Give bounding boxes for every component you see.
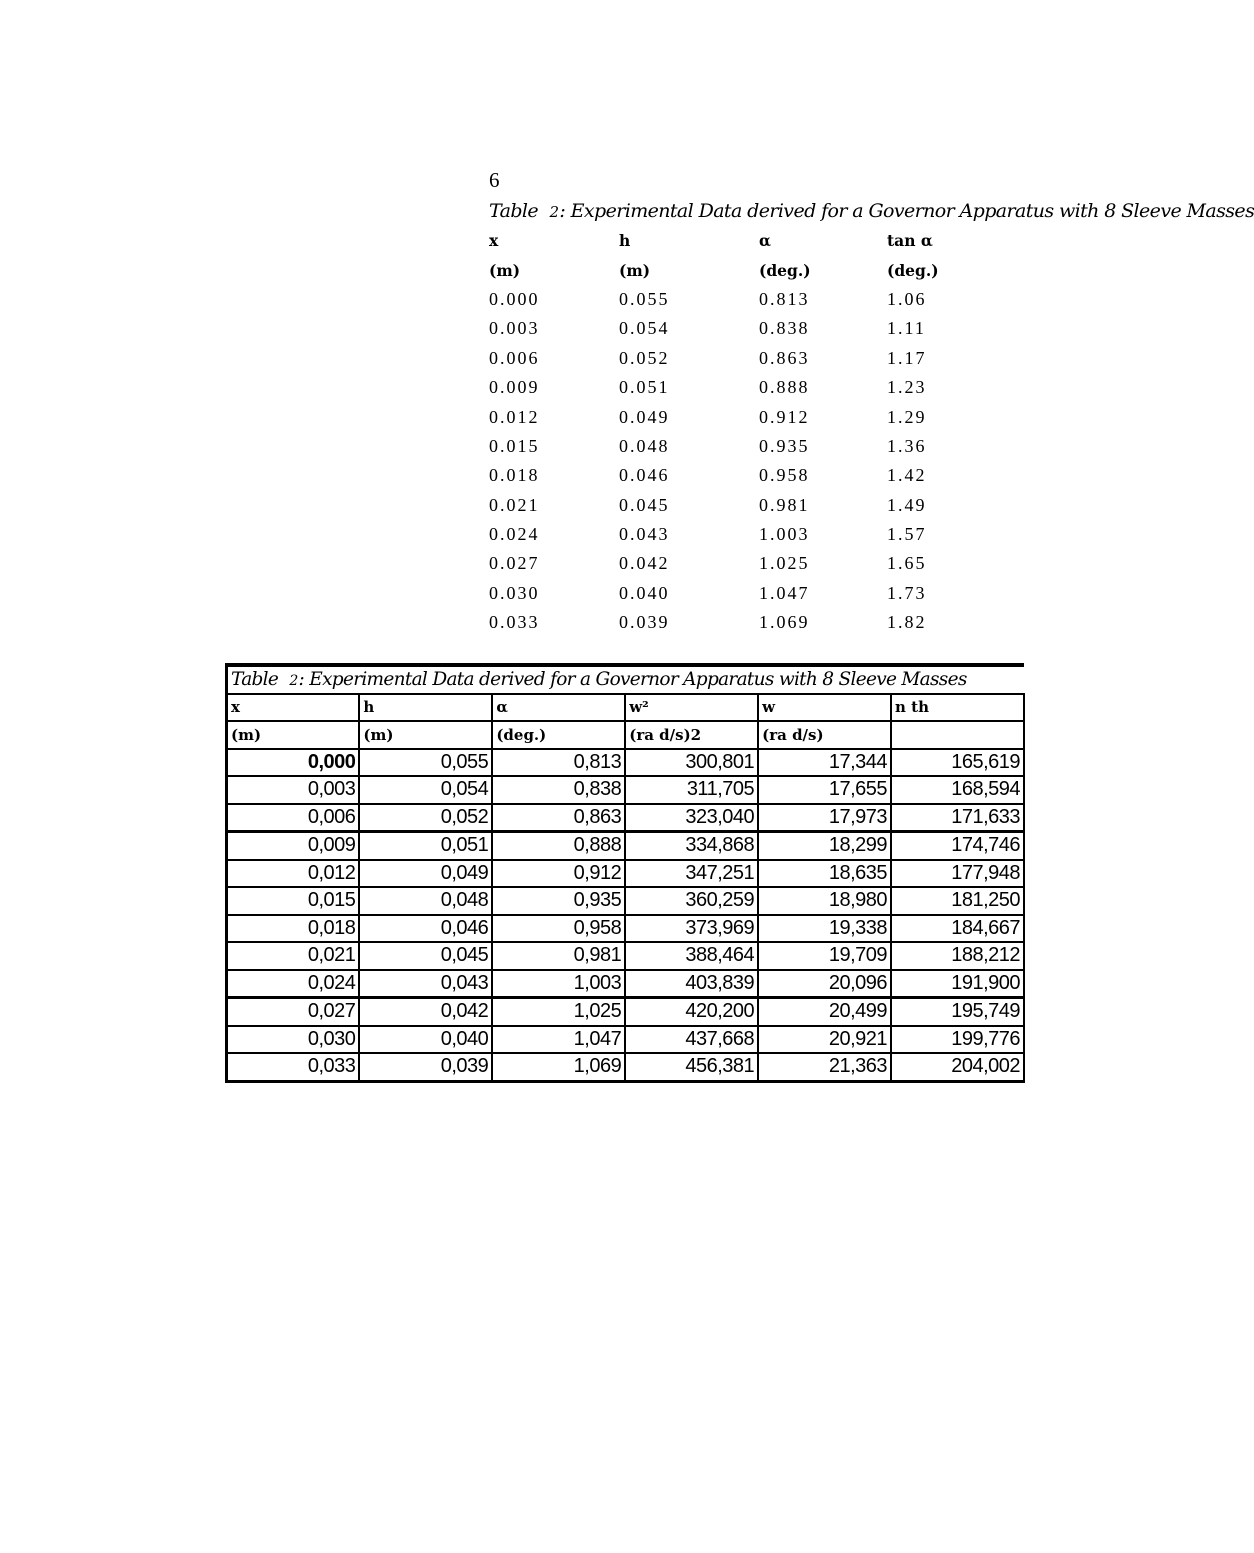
table1-cell: 0.003 [489, 318, 540, 339]
table2-cell: 0,863 [492, 804, 625, 832]
table2-units-row [227, 721, 1025, 749]
table1-row [489, 402, 1007, 431]
table1-cell: 0.049 [619, 406, 670, 427]
table2-cell: 300,801 [625, 749, 758, 777]
table2-header-cell: w² [625, 694, 758, 722]
table2-cell: 0,981 [492, 942, 625, 970]
table2-cell: 0,027 [227, 998, 360, 1026]
table1-cell: 1.069 [759, 612, 810, 633]
table2-cell: 311,705 [625, 776, 758, 804]
table1-cell: 0.043 [619, 524, 670, 545]
table1-caption [489, 197, 1254, 226]
table1-cell: 0.027 [489, 553, 540, 574]
table1-cell: 0.042 [619, 553, 670, 574]
table2-cell: 0,048 [359, 887, 492, 915]
table1-cell: 1.06 [887, 288, 927, 309]
table2-cell: 0,054 [359, 776, 492, 804]
table2-cell: 388,464 [625, 942, 758, 970]
table2-unit-cell: (m) [227, 721, 360, 749]
table1-cell: 1.65 [887, 553, 927, 574]
table1-cell: 0.015 [489, 435, 540, 456]
table2-header-cell: x [227, 694, 360, 722]
table1-row [489, 432, 1007, 461]
table1-cell: 0.009 [489, 377, 540, 398]
table2-caption-number: 2 [289, 673, 298, 690]
table1-cell: 0.958 [759, 465, 810, 486]
table1-cell: 0.051 [619, 377, 670, 398]
table2-row [227, 860, 1025, 888]
table1-cell: 0.888 [759, 377, 810, 398]
table1-unit-cell: (deg.) [759, 260, 811, 280]
table1-cell: 1.17 [887, 347, 927, 368]
table1-cell: 1.11 [887, 318, 926, 339]
table2-cell: 0,935 [492, 887, 625, 915]
table2-row [227, 942, 1025, 970]
table2-cell: 0,049 [359, 860, 492, 888]
table1-caption-number: 2 [549, 203, 559, 221]
table2-cell: 184,667 [891, 915, 1024, 943]
table2-cell: 0,888 [492, 832, 625, 860]
table1-cell: 0.813 [759, 288, 810, 309]
page-number: 6 [489, 168, 500, 192]
table2-body [227, 665, 1025, 1081]
table2-header-cell: n th [891, 694, 1024, 722]
table2-header-cell: h [359, 694, 492, 722]
table2-cell: 0,000 [227, 749, 360, 777]
table2-cell: 347,251 [625, 860, 758, 888]
table2-cell: 0,015 [227, 887, 360, 915]
table2-cell: 204,002 [891, 1053, 1024, 1081]
table1-cell: 0.006 [489, 347, 540, 368]
table2-cell: 21,363 [758, 1053, 891, 1081]
table2-cell: 19,338 [758, 915, 891, 943]
table2-cell: 19,709 [758, 942, 891, 970]
table1-row [489, 314, 1007, 343]
table2-cell: 171,633 [891, 804, 1024, 832]
table2-cell: 20,921 [758, 1026, 891, 1054]
table1-row [489, 608, 1007, 637]
table1-cell: 0.054 [619, 318, 670, 339]
table2-cell: 20,096 [758, 970, 891, 998]
table2-cell: 191,900 [891, 970, 1024, 998]
table2-unit-cell: (ra d/s)2 [625, 721, 758, 749]
table2-cell: 0,033 [227, 1053, 360, 1081]
table2-unit-cell: (m) [359, 721, 492, 749]
table2-cell: 0,042 [359, 998, 492, 1026]
table1-unit-cell: (deg.) [887, 260, 939, 280]
table2-cell: 0,958 [492, 915, 625, 943]
table2-container [225, 663, 1024, 1083]
table2-cell: 17,655 [758, 776, 891, 804]
table1-cell: 1.57 [887, 524, 927, 545]
table2-unit-cell [891, 721, 1024, 749]
table1-cell: 0.912 [759, 406, 810, 427]
table2-cell: 1,003 [492, 970, 625, 998]
table2-cell: 195,749 [891, 998, 1024, 1026]
table1-cell: 0.000 [489, 288, 540, 309]
table2-caption-prefix: Table [231, 669, 284, 691]
table2-cell: 18,299 [758, 832, 891, 860]
table1-cell: 0.021 [489, 494, 540, 515]
table1-cell: 1.29 [887, 406, 927, 427]
table2-cell: 456,381 [625, 1053, 758, 1081]
table2-cell: 0,024 [227, 970, 360, 998]
table1-row [489, 285, 1007, 314]
table1 [489, 226, 1007, 637]
table2-cell: 165,619 [891, 749, 1024, 777]
table2-cell: 360,259 [625, 887, 758, 915]
table1-header-cell: x [489, 231, 499, 251]
table2-cell: 0,009 [227, 832, 360, 860]
table1-header-cell: tan α [887, 231, 933, 251]
table1-caption-prefix: Table [489, 200, 544, 222]
table2-caption-text: : Experimental Data derived for a Governor Apparatus with 8 Sleeve Masses [298, 669, 967, 691]
table1-cell: 0.838 [759, 318, 810, 339]
table1-unit-cell: (m) [619, 260, 651, 280]
table1-cell: 0.981 [759, 494, 810, 515]
table2-cell: 0,039 [359, 1053, 492, 1081]
table1-cell: 1.36 [887, 435, 927, 456]
table2-cell: 0,052 [359, 804, 492, 832]
table1-cell: 1.025 [759, 553, 810, 574]
table1-header-cell: h [619, 231, 631, 251]
table1-cell: 0.018 [489, 465, 540, 486]
table1-cell: 0.863 [759, 347, 810, 368]
table2-cell: 0,838 [492, 776, 625, 804]
table2-header-cell: w [758, 694, 891, 722]
table2-cell: 373,969 [625, 915, 758, 943]
table2-row [227, 1026, 1025, 1054]
table2-cell: 1,069 [492, 1053, 625, 1081]
table1-cell: 0.039 [619, 612, 670, 633]
table2-cell: 0,051 [359, 832, 492, 860]
table2-cell: 0,012 [227, 860, 360, 888]
table2-cell: 181,250 [891, 887, 1024, 915]
table2-cell: 0,006 [227, 804, 360, 832]
table1-header-cell: α [759, 231, 771, 251]
table2-cell: 20,499 [758, 998, 891, 1026]
table2-cell: 0,043 [359, 970, 492, 998]
table1-cell: 1.23 [887, 377, 927, 398]
table2-cell: 188,212 [891, 942, 1024, 970]
table2-row [227, 915, 1025, 943]
table1-cell: 0.040 [619, 582, 670, 603]
table2-row [227, 970, 1025, 998]
table2-row [227, 1053, 1025, 1081]
table2-cell: 1,025 [492, 998, 625, 1026]
table2-cell: 334,868 [625, 832, 758, 860]
table1-cell: 0.055 [619, 288, 670, 309]
table1-body [489, 226, 1007, 637]
table2-cell: 0,021 [227, 942, 360, 970]
table1-cell: 1.42 [887, 465, 927, 486]
table1-row [489, 579, 1007, 608]
table2-unit-cell: (deg.) [492, 721, 625, 749]
table1-header-row [489, 226, 1007, 255]
table2-row [227, 749, 1025, 777]
table2-caption-row [227, 665, 1025, 694]
table2-cell: 0,040 [359, 1026, 492, 1054]
table1-cell: 0.012 [489, 406, 540, 427]
table2-header-row [227, 694, 1025, 722]
table2-cell: 403,839 [625, 970, 758, 998]
table1-row [489, 549, 1007, 578]
table2-cell: 0,813 [492, 749, 625, 777]
table2-header-cell: α [492, 694, 625, 722]
table2-row [227, 998, 1025, 1026]
table2-cell: 18,980 [758, 887, 891, 915]
table2-caption [227, 665, 1025, 694]
table1-cell: 1.003 [759, 524, 810, 545]
table2-cell: 177,948 [891, 860, 1024, 888]
table1-cell: 0.052 [619, 347, 670, 368]
table1-cell: 1.82 [887, 612, 927, 633]
table2-cell: 168,594 [891, 776, 1024, 804]
table2-cell: 0,055 [359, 749, 492, 777]
table1-caption-text: : Experimental Data derived for a Governor Apparatus with 8 Sleeve Masses [559, 200, 1254, 222]
table2-cell: 0,045 [359, 942, 492, 970]
table2-cell: 18,635 [758, 860, 891, 888]
table2-row [227, 776, 1025, 804]
table1-row [489, 491, 1007, 520]
table1-cell: 1.047 [759, 582, 810, 603]
table2-cell: 1,047 [492, 1026, 625, 1054]
table2-cell: 0,018 [227, 915, 360, 943]
table2-cell: 199,776 [891, 1026, 1024, 1054]
table1-row [489, 461, 1007, 490]
table2-cell: 0,030 [227, 1026, 360, 1054]
table2-cell: 437,668 [625, 1026, 758, 1054]
table2-cell: 0,912 [492, 860, 625, 888]
table1-row [489, 373, 1007, 402]
table2-row [227, 887, 1025, 915]
table1-unit-cell: (m) [489, 260, 521, 280]
table2-row [227, 832, 1025, 860]
table2 [225, 663, 1025, 1083]
table2-unit-cell: (ra d/s) [758, 721, 891, 749]
table1-cell: 1.49 [887, 494, 927, 515]
table1-cell: 0.024 [489, 524, 540, 545]
table1-cell: 0.935 [759, 435, 810, 456]
table2-cell: 420,200 [625, 998, 758, 1026]
table1-units-row [489, 255, 1007, 284]
table1-row [489, 520, 1007, 549]
table1-cell: 0.033 [489, 612, 540, 633]
table2-cell: 323,040 [625, 804, 758, 832]
table2-row [227, 804, 1025, 832]
table1-row [489, 344, 1007, 373]
table2-cell: 17,973 [758, 804, 891, 832]
table1-cell: 0.045 [619, 494, 670, 515]
table1-cell: 1.73 [887, 582, 927, 603]
table2-cell: 174,746 [891, 832, 1024, 860]
table2-cell: 0,003 [227, 776, 360, 804]
table1-cell: 0.030 [489, 582, 540, 603]
table2-cell: 0,046 [359, 915, 492, 943]
table2-cell: 17,344 [758, 749, 891, 777]
table1-cell: 0.048 [619, 435, 670, 456]
table1-cell: 0.046 [619, 465, 670, 486]
